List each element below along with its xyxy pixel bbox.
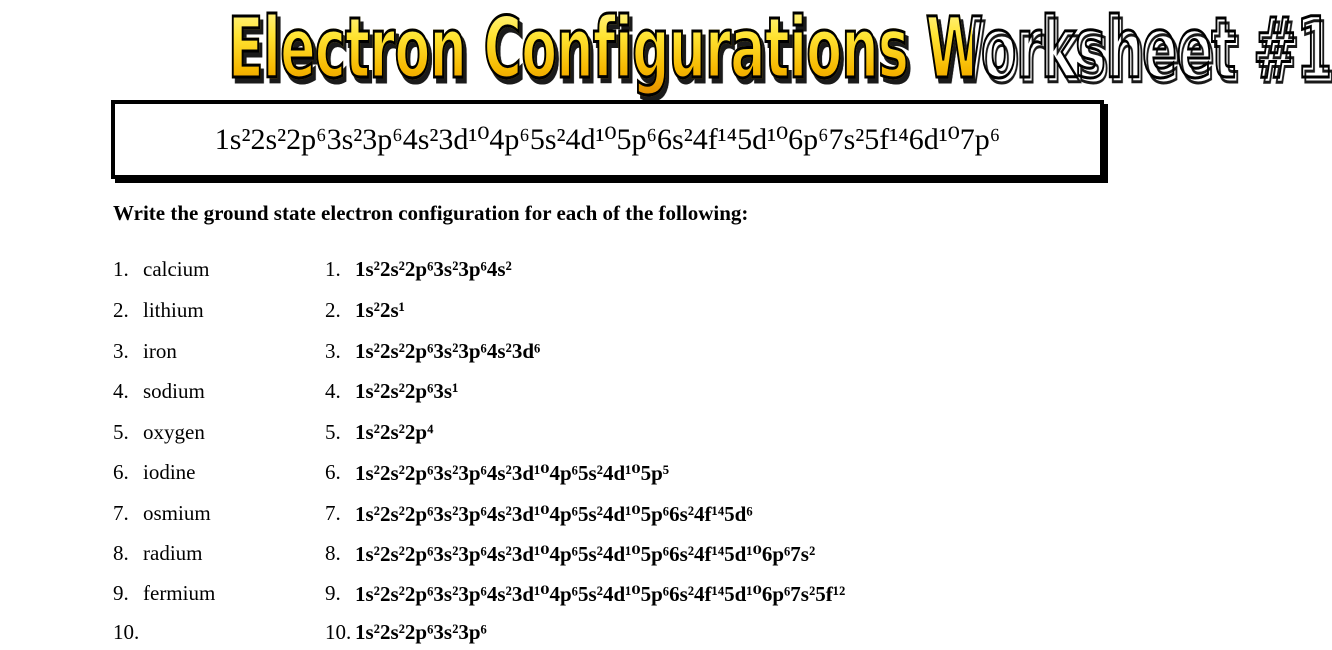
- element-name: sodium: [143, 379, 205, 403]
- element-name: iodine: [143, 460, 196, 484]
- answer-number: 8.: [325, 541, 341, 565]
- answer-configuration: 1s²2s²2p⁶3s²3p⁶: [355, 620, 487, 644]
- answer-configuration: 1s²2s²2p⁶3s²3p⁶4s²3d¹⁰4p⁶5s²4d¹⁰5p⁵: [355, 461, 670, 485]
- element-name: radium: [143, 541, 203, 565]
- answer-configuration: 1s²2s¹: [355, 298, 405, 322]
- element-name: fermium: [143, 581, 216, 605]
- item-number: 1.: [113, 257, 129, 281]
- item-number: 6.: [113, 460, 129, 484]
- answer-number: 7.: [325, 501, 341, 525]
- item-number: 8.: [113, 541, 129, 565]
- answer-number: 6.: [325, 460, 341, 484]
- answer-configuration: 1s²2s²2p⁶3s²3p⁶4s²3d¹⁰4p⁶5s²4d¹⁰5p⁶6s²4f¹⁴5d⁶: [355, 502, 753, 526]
- item-number: 7.: [113, 501, 129, 525]
- answer-number: 1.: [325, 257, 341, 281]
- answer-configuration: 1s²2s²2p⁶3s¹: [355, 379, 459, 403]
- item-number: 3.: [113, 339, 129, 363]
- answer-configuration: 1s²2s²2p⁶3s²3p⁶4s²3d¹⁰4p⁶5s²4d¹⁰5p⁶6s²4f¹⁴5d¹⁰6p⁶7s²5f¹²: [355, 582, 846, 606]
- answer-number: 3.: [325, 339, 341, 363]
- element-name: osmium: [143, 501, 211, 525]
- element-name: calcium: [143, 257, 210, 281]
- element-name: iron: [143, 339, 177, 363]
- answer-configuration: 1s²2s²2p⁶3s²3p⁶4s²3d¹⁰4p⁶5s²4d¹⁰5p⁶6s²4f¹⁴5d¹⁰6p⁶7s²: [355, 542, 816, 566]
- item-number: 5.: [113, 420, 129, 444]
- instructions: Write the ground state electron configuration for each of the following:: [113, 201, 749, 225]
- item-number: 10.: [113, 620, 140, 644]
- element-name: lithium: [143, 298, 204, 322]
- answer-number: 10.: [325, 620, 352, 644]
- answer-configuration: 1s²2s²2p⁶3s²3p⁶4s²: [355, 257, 512, 281]
- item-number: 2.: [113, 298, 129, 322]
- answer-number: 9.: [325, 581, 341, 605]
- answer-number: 5.: [325, 420, 341, 444]
- answer-configuration: 1s²2s²2p⁴: [355, 420, 434, 444]
- full-configuration-box: 1s²2s²2p⁶3s²3p⁶4s²3d¹⁰4p⁶5s²4d¹⁰5p⁶6s²4f¹⁴5d¹⁰6p⁶7s²5f¹⁴6d¹⁰7p⁶: [111, 100, 1104, 179]
- item-number: 4.: [113, 379, 129, 403]
- worksheet-title: Electron Configurations Worksheet #1: [228, 0, 1332, 97]
- answer-number: 2.: [325, 298, 341, 322]
- element-name: oxygen: [143, 420, 205, 444]
- answer-configuration: 1s²2s²2p⁶3s²3p⁶4s²3d⁶: [355, 339, 541, 363]
- item-number: 9.: [113, 581, 129, 605]
- answer-number: 4.: [325, 379, 341, 403]
